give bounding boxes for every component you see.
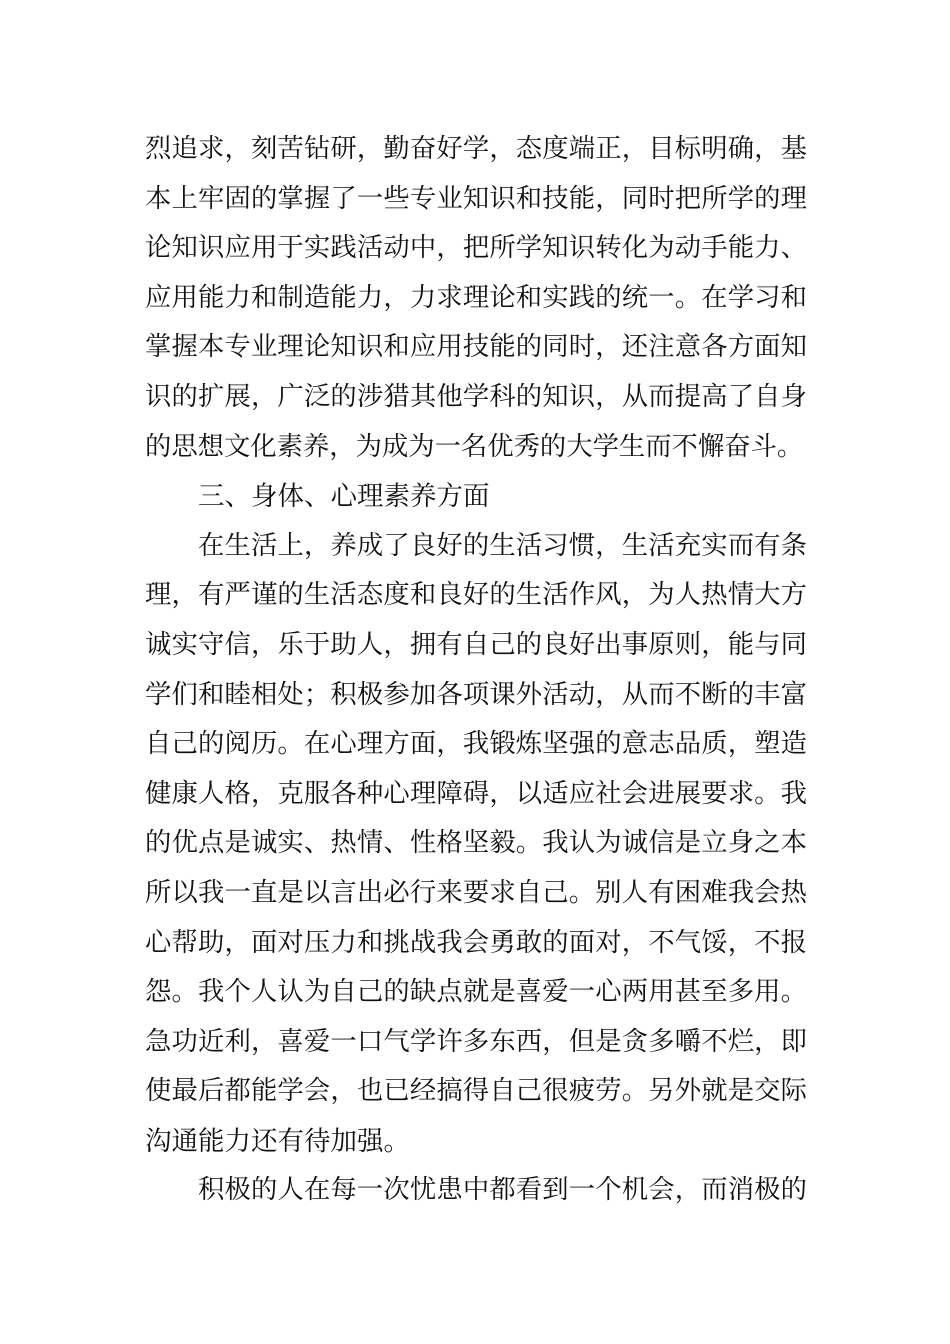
text-line: 急功近利，喜爱一口气学许多东西，但是贪多嚼不烂，即: [145, 1026, 807, 1057]
text-line: 掌握本专业理论知识和应用技能的同时，还注意各方面知: [145, 332, 807, 363]
text-line: 理，有严谨的生活态度和良好的生活作风，为人热情大方: [145, 580, 807, 611]
text-line: 健康人格，克服各种心理障碍，以适应社会进展要求。我: [145, 778, 807, 809]
text-line: 的思想文化素养，为成为一名优秀的大学生而不懈奋斗。: [145, 431, 804, 462]
text-line: 烈追求，刻苦钻研，勤奋好学，态度端正，目标明确，基: [145, 134, 807, 164]
text-line: 三、身体、心理素养方面: [198, 481, 490, 513]
text-line: 积极的人在每一次忧患中都看到一个机会，而消极的: [198, 1175, 807, 1206]
text-line: 使最后都能学会，也已经搞得自己很疲劳。另外就是交际: [145, 1076, 807, 1107]
text-line: 本上牢固的掌握了一些专业知识和技能，同时把所学的理: [145, 183, 807, 214]
text-line: 所以我一直是以言出必行来要求自己。别人有困难我会热: [145, 877, 807, 908]
text-line: 的优点是诚实、热情、性格坚毅。我认为诚信是立身之本: [145, 828, 807, 859]
text-line: 心帮助，面对压力和挑战我会勇敢的面对，不气馁，不报: [145, 927, 807, 958]
text-line: 论知识应用于实践活动中，把所学知识转化为动手能力、: [145, 233, 807, 264]
text-line: 在生活上，养成了良好的生活习惯，生活充实而有条: [198, 530, 807, 561]
document-body: [145, 125, 807, 1216]
text-line: 识的扩展，广泛的涉猎其他学科的知识，从而提高了自身: [145, 381, 807, 412]
text-line: 诚实守信，乐于助人，拥有自己的良好出事原则，能与同: [145, 629, 807, 660]
text-line: 自己的阅历。在心理方面，我锻炼坚强的意志品质，塑造: [145, 729, 807, 760]
text-line: 应用能力和制造能力，力求理论和实践的统一。在学习和: [145, 282, 807, 313]
text-line: 学们和睦相处；积极参加各项课外活动，从而不断的丰富: [145, 679, 807, 710]
text-line: 沟通能力还有待加强。: [145, 1125, 410, 1157]
text-line: 怨。我个人认为自己的缺点就是喜爱一心两用甚至多用。: [145, 977, 807, 1008]
